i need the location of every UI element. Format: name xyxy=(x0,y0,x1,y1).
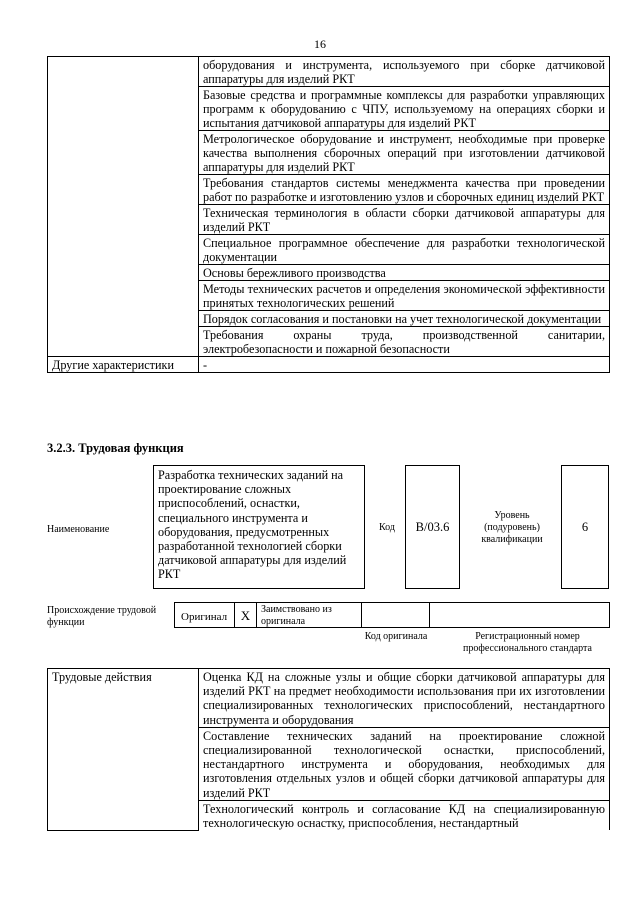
row-text: Метрологическое оборудование и инструмент, необходимые при проверке качества выполнения сборочных операций при изготовлении датчиковой аппаратуры для изделий РКТ xyxy=(199,131,610,175)
original-label: Оригинал xyxy=(175,603,235,627)
action-item: Оценка КД на сложные узлы и общие сборки датчиковой аппаратуры для изделий РКТ на предмет необходимости использования при их изготовлении специализированных технологических приспособлений, нестандартного инструмента и оборудования xyxy=(199,669,610,728)
origin-label: Происхождение трудовой функции xyxy=(47,605,157,628)
table-row xyxy=(48,57,610,87)
table-row xyxy=(48,669,610,728)
row-label xyxy=(48,175,199,205)
actions-table xyxy=(47,668,610,831)
row-label xyxy=(48,57,199,87)
borrowed-label: Заимствовано из оригинала xyxy=(257,603,362,627)
row-label xyxy=(48,235,199,265)
action-item: Технологический контроль и согласование КД на специализированную технологическую оснастку, приспособления, нестандартный xyxy=(199,800,610,830)
row-label xyxy=(48,131,199,175)
table-row xyxy=(48,357,610,373)
function-name-value: Разработка технических заданий на проектирование сложных приспособлений, оснастки, специального инструмента и оборудования, предусмотренных разработанной технологией сборки датчиковой аппаратуры для изделий РКТ xyxy=(153,465,365,589)
table-row xyxy=(48,235,610,265)
row-label xyxy=(48,87,199,131)
level-value: 6 xyxy=(561,465,609,589)
knowledge-table xyxy=(47,56,610,373)
origin-row xyxy=(174,602,610,628)
level-label: Уровень (подуровень) квалификации xyxy=(481,510,543,545)
row-text: Базовые средства и программные комплексы для разработки управляющих программ к оборудованию с ЧПУ, используемому на операциях сборки и испытания датчиковой аппаратуры для изделий РКТ xyxy=(199,87,610,131)
row-label xyxy=(48,311,199,327)
table-row xyxy=(48,175,610,205)
row-text: Требования стандартов системы менеджмента качества при проведении работ по разработке и изготовлению узлов и сборочных единиц изделий РКТ xyxy=(199,175,610,205)
action-item: Составление технических заданий на проектирование сложной специализированной технологической оснастки, приспособлений, нестандартного инструмента и оборудования, необходимых для изготовления отдельных узлов и общей сборки датчиковой аппаратуры для изделий РКТ xyxy=(199,727,610,800)
table-row xyxy=(48,87,610,131)
row-label xyxy=(48,327,199,357)
reg-number-cell xyxy=(430,603,609,627)
table-row xyxy=(48,205,610,235)
origin-code-cell xyxy=(362,603,430,627)
row-label: Другие характеристики xyxy=(48,357,199,373)
table-row xyxy=(48,327,610,357)
section-heading: 3.2.3. Трудовая функция xyxy=(47,441,184,455)
reg-number-label: Регистрационный номер профессионального стандарта xyxy=(463,631,592,654)
table-row xyxy=(48,311,610,327)
name-label: Наименование xyxy=(47,524,110,535)
row-text: Методы технических расчетов и определения экономической эффективности принятых технологических решений xyxy=(199,281,610,311)
row-text: оборудования и инструмента, используемого при сборке датчиковой аппаратуры для изделий РКТ xyxy=(199,57,610,87)
original-mark: X xyxy=(235,603,257,627)
row-label xyxy=(48,281,199,311)
page-number: 16 xyxy=(314,37,326,51)
row-label xyxy=(48,265,199,281)
origin-code-label: Код оригинала xyxy=(364,631,428,642)
code-label: Код xyxy=(379,522,395,533)
table-row xyxy=(48,265,610,281)
row-text: Порядок согласования и постановки на учет технологической документации xyxy=(199,311,610,327)
row-text: Специальное программное обеспечение для разработки технологической документации xyxy=(199,235,610,265)
table-row xyxy=(48,131,610,175)
row-text: - xyxy=(199,357,610,373)
actions-label: Трудовые действия xyxy=(48,669,199,831)
code-value: В/03.6 xyxy=(405,465,460,589)
row-text: Требования охраны труда, производственной санитарии, электробезопасности и пожарной безопасности xyxy=(199,327,610,357)
row-text: Техническая терминология в области сборки датчиковой аппаратуры для изделий РКТ xyxy=(199,205,610,235)
row-text: Основы бережливого производства xyxy=(199,265,610,281)
table-row xyxy=(48,281,610,311)
row-label xyxy=(48,205,199,235)
